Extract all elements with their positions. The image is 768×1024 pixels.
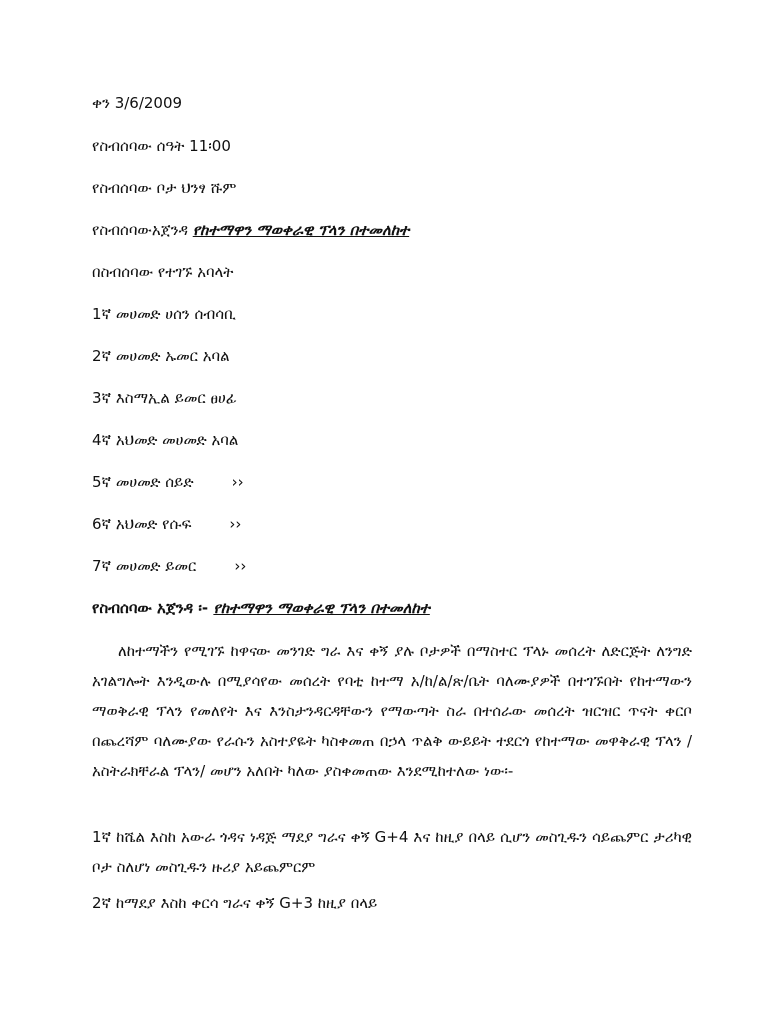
attendee-number: 1ኛ (92, 305, 112, 323)
ditto-mark: ›› (231, 473, 244, 491)
attendee-row (92, 305, 236, 323)
agenda-section-topic: የከተማዋን ማወቀራዊ ፕላን በተመለከተ (213, 599, 430, 617)
attendee-number: 5ኛ (92, 473, 112, 491)
attendee-row (92, 347, 230, 365)
attendee-row (92, 473, 244, 491)
attendee-name: አህመድ የሱፍ (115, 515, 192, 533)
attendee-row (92, 389, 237, 407)
attendee-name: እስማኢል ይመር ፀሀፊ (115, 389, 237, 407)
attendee-number: 7ኛ (92, 557, 112, 575)
body-paragraph-text: ለከተማችን የሚገኙ ከዋናው መንገድ ግራ እና ቀኝ ያሉ ቦታዎች በማስተር ፕላኑ መሰረት ለድርጅት ለንግድ አገልግሎት እንዲውሉ በሚያሳየው መሰረት የባቲ ከተማ አ/ከ/ል/ጽ/ቤት ባለሙያዎች በተገኙበት የከተማውን ማወቅራዊ ፕላን የመለየት እና እንስታንዳርዳቸውን የማውጣት ስራ በተሰራው መሰረት ዝርዝር ጥናት ቀርቦ በጨረሻም ባለሙያው የራሱን አስተያዬት ካስቀመጠ በኃላ ጥልቅ ውይይት ተደርጎ የከተማው መዋቅራዊ ፕላን /አስትራክቸራል ፕላን/ መሆን አለበት ካለው ያስቀመጠው እንደሚከተለው ነው፡- (92, 642, 692, 780)
agenda-section-heading (92, 599, 430, 617)
attendee-name: መሀመድ ይመር (115, 557, 197, 575)
attendee-row (92, 515, 241, 533)
date-line: ቀን 3/6/2009 (92, 94, 183, 112)
attendee-name: መሀመድ ሀሰን ሰብሳቢ (115, 305, 236, 323)
attendee-number: 6ኛ (92, 515, 112, 533)
point-2: 2ኛ ከማደያ እስከ ቀርሳ ግራና ቀኝ G+3 ከዚያ በላይ (92, 894, 378, 912)
ditto-mark: ›› (234, 557, 247, 575)
attendee-name: መሀመድ ኡመር አባል (115, 347, 230, 365)
agenda-label: የስብሰባውአጀንዳ (92, 221, 193, 239)
agenda-topic: የከተማዋን ማወቀራዊ ፕላን በተመለከተ (192, 221, 410, 239)
body-paragraph (92, 636, 692, 786)
attendee-row (92, 557, 246, 575)
attendee-row (92, 431, 238, 449)
attendees-heading: በስብሰባው የተገኙ አባላት (92, 263, 234, 281)
agenda-line (92, 221, 409, 239)
place-line: የስብሰባው ቦታ ህንፃ ሹም (92, 179, 237, 197)
time-line: የስብሰባው ሰዓት 11፡00 (92, 137, 231, 155)
ditto-mark: ›› (229, 515, 242, 533)
attendee-number: 3ኛ (92, 389, 112, 407)
attendee-number: 2ኛ (92, 347, 112, 365)
attendee-number: 4ኛ (92, 431, 112, 449)
attendee-name: አህመድ መሀመድ አባል (115, 431, 239, 449)
agenda-section-label: የስብሰባው አጀንዳ ፡- (92, 599, 214, 617)
attendee-name: መሀመድ ሰይድ (115, 473, 194, 491)
point-1: 1ኛ ከሼል እስከ አውራ ጎዳና ነዳጅ ማደያ ግራና ቀኝ G+4 እና ከዚያ በላይ ሲሆን መስጊዱን ሳይጨምር ታሪካዊ ቦታ ስለሆነ መስጊዱን ዙሪያ አይጨምርም (92, 828, 692, 876)
